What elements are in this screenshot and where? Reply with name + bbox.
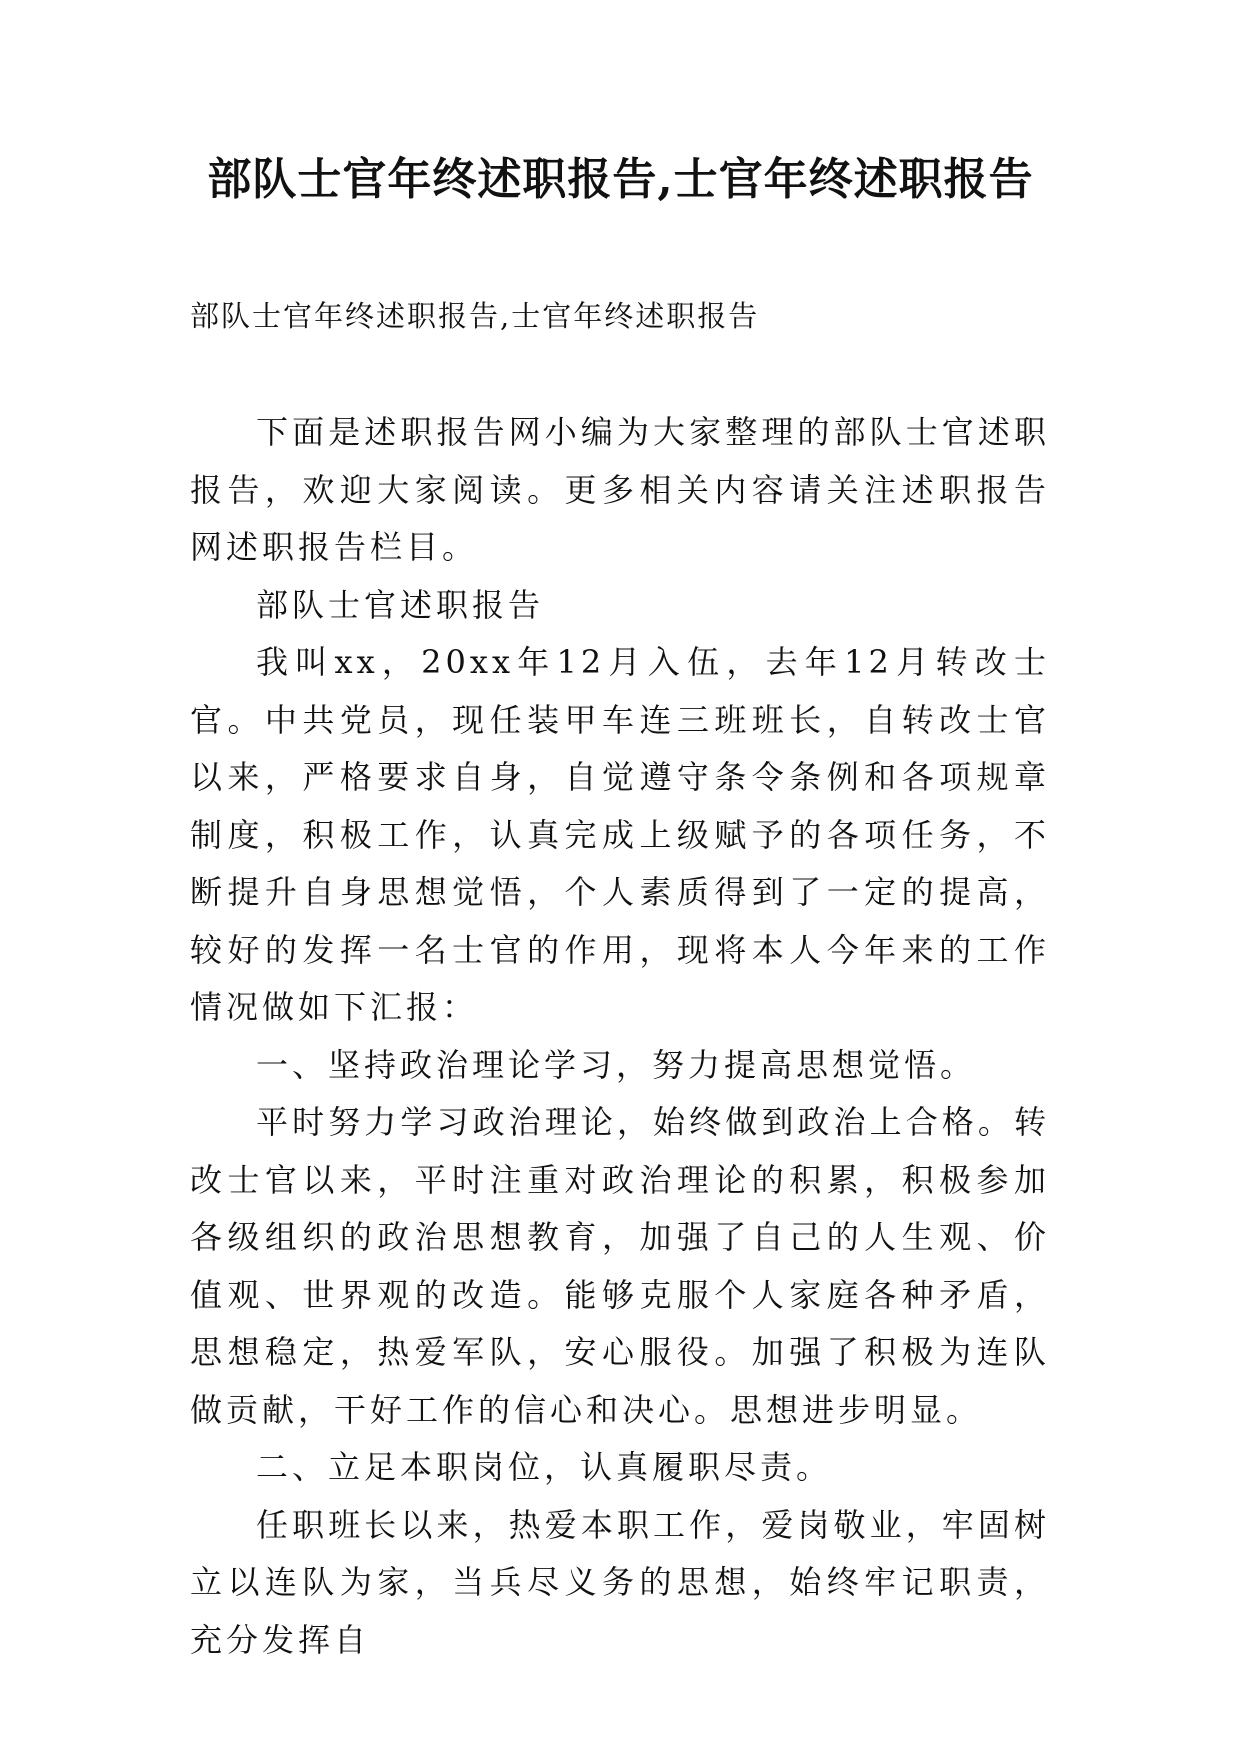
- section-heading: 部队士官述职报告: [256, 585, 545, 624]
- section-heading: 一、坚持政治理论学习，努力提高思想觉悟。: [256, 1045, 977, 1084]
- section-heading: 二、立足本职岗位，认真履职尽责。: [256, 1448, 833, 1486]
- document-body: [190, 404, 1050, 1669]
- document-subtitle: 部队士官年终述职报告,士官年终述职报告: [190, 299, 760, 333]
- document-title: 部队士官年终述职报告,士官年终述职报告: [207, 154, 1034, 205]
- body-paragraph: 我叫xx，20xx年12月入伍，去年12月转改士官。中共党员，现任装甲车连三班班长，自转改士官以来，严格要求自身，自觉遵守条令条例和各项规章制度，积极工作，认真完成上级赋予的各项任务，不断提升自身思想觉悟，个人素质得到了一定的提高，较好的发挥一名士官的作用，现将本人今年来的工作情况做如下汇报：: [190, 643, 1050, 1026]
- body-paragraph: 下面是述职报告网小编为大家整理的部队士官述职报告，欢迎大家阅读。更多相关内容请关注述职报告网述职报告栏目。: [190, 413, 1050, 566]
- body-paragraph: 平时努力学习政治理论，始终做到政治上合格。转改士官以来，平时注重对政治理论的积累，积极参加各级组织的政治思想教育，加强了自己的人生观、价值观、世界观的改造。能够克服个人家庭各种矛盾，思想稳定，热爱军队，安心服役。加强了积极为连队做贡献，干好工作的信心和决心。思想进步明显。: [190, 1103, 1050, 1429]
- body-paragraph: 任职班长以来，热爱本职工作，爱岗敬业，牢固树立以连队为家，当兵尽义务的思想，始终牢记职责，充分发挥自: [190, 1505, 1050, 1659]
